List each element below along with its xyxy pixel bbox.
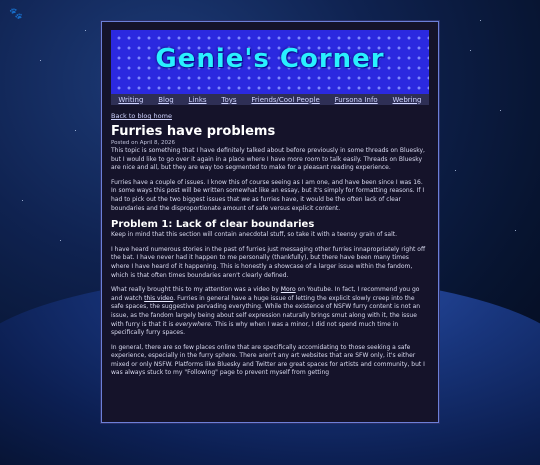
post-title: Furries have problems bbox=[111, 124, 276, 139]
moro-link[interactable]: Moro bbox=[280, 286, 296, 294]
paragraph-1: This topic is something that I have definitely talked about before previously in some threads on Bluesky, but I would like to go over it again in a place where I have more room to talk easily. Threads on Bluesky are nice and all, but they are way too segmented to make for a pleasant reading experience. bbox=[111, 147, 425, 172]
paragraph-5 bbox=[111, 286, 429, 338]
paragraph-4: I have heard numerous stories in the past of furries just messaging other furries innapropriately right off the bat. I have never had it happen to me personally (thankfully), but there have been many times where I have heard of it happening. This is honestly a showcase of a larger issue within the fandom, which is that often times boundaries aren't clearly defined. bbox=[111, 245, 426, 279]
main-window bbox=[101, 21, 439, 423]
site-banner bbox=[111, 30, 429, 94]
site-title: Genie's Corner bbox=[155, 44, 385, 74]
paragraph-6: In general, there are so few places online that are specifically accomidating to those seeking a safe experience, especially in the furry sphere. There aren't any art websites that are SFW only, it's either mixed or only NSFW. Platforms like Bluesky and Twitter are great spaces for artists and community, but I was always stuck to my "Following" page to prevent myself from getting bbox=[111, 343, 425, 377]
nav-link-friends[interactable]: Friends/Cool People bbox=[251, 95, 320, 104]
emphasis-everywhere: everywhere bbox=[175, 320, 211, 328]
cat-icon[interactable]: 🐾 bbox=[9, 7, 23, 20]
section-heading-1: Problem 1: Lack of clear boundaries bbox=[111, 219, 315, 231]
nav-link-blog[interactable]: Blog bbox=[158, 95, 174, 104]
video-link[interactable]: this video bbox=[144, 294, 174, 302]
blog-post bbox=[111, 112, 429, 384]
paragraph-5-text-d: . This is why when I was a minor, I did not spend much time in specifically furry spaces. bbox=[111, 320, 399, 337]
paragraph-2: Furries have a couple of issues. I know this of course seeing as I am one, and have been since I was 16. In some ways this post will be written somewhat like an essay, but it's simply for formatting reasons. If I had to pick out the two biggest issues that we as furries have, it would be the often lack of clear boundaries and the disproportionate amount of safe versus explicit content. bbox=[111, 178, 425, 212]
nav-link-links[interactable]: Links bbox=[188, 95, 207, 104]
paragraph-5-text-c: . Furries in general have a huge issue of letting the explicit slowly creep into the safe spaces, the suggestive pervading everything. While the existence of NSFW furry content is not an issue, as the fandom largely being about self expression naturally brings smut along with it, the issue with furry is that it is bbox=[111, 294, 421, 328]
nav-link-writing[interactable]: Writing bbox=[118, 95, 144, 104]
nav-bar bbox=[111, 94, 429, 105]
back-to-blog-link[interactable]: Back to blog home bbox=[111, 112, 172, 120]
post-date: Posted on April 8, 2026 bbox=[111, 140, 176, 146]
paragraph-5-text-a: What really brought this to my attention was a video by bbox=[111, 286, 281, 294]
paragraph-5-text-b: on Youtube. In fact, I recommend you go and watch bbox=[111, 286, 420, 302]
paragraph-3: Keep in mind that this section will contain anecdotal stuff, so take it with a teensy grain of salt. bbox=[111, 231, 397, 239]
nav-link-toys[interactable]: Toys bbox=[221, 95, 237, 104]
nav-link-fursona[interactable]: Fursona Info bbox=[334, 95, 378, 104]
nav-link-webring[interactable]: Webring bbox=[392, 95, 422, 104]
